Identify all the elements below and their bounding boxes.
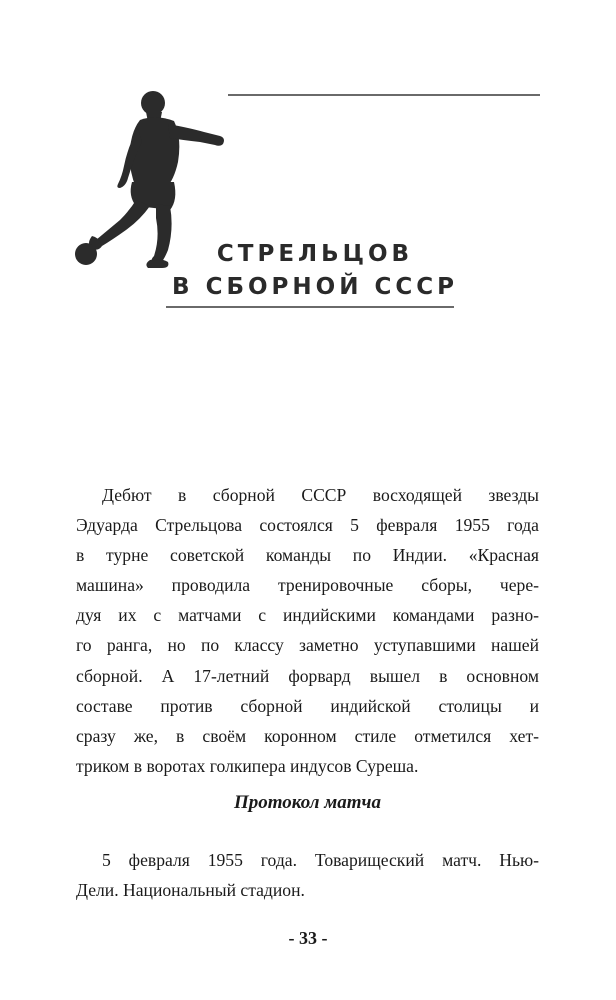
body-line: сразу же, в своём коронном стиле отметился хет- bbox=[76, 725, 539, 746]
header-rule-top bbox=[228, 94, 540, 96]
chapter-title-line-2: В СБОРНОЙ СССР bbox=[172, 274, 458, 300]
body-line: в турне советской команды по Индии. «Красная bbox=[76, 545, 539, 566]
protocol-line: 5 февраля 1955 года. Товарищеский матч. Нью- bbox=[102, 850, 539, 870]
body-line: машина» проводила тренировочные сборы, чере- bbox=[76, 575, 539, 596]
protocol-line: Дели. Национальный стадион. bbox=[76, 880, 305, 901]
body-line: составе против сборной индийской столицы и bbox=[76, 695, 539, 716]
body-line: го ранга, но по классу заметно уступавшими нашей bbox=[76, 635, 539, 656]
header-rule-bottom bbox=[166, 306, 454, 308]
body-line: сборной. А 17-летний форвард вышел в основном bbox=[76, 665, 539, 686]
body-line: Дебют в сборной СССР восходящей звезды bbox=[102, 485, 539, 505]
chapter-title bbox=[150, 238, 480, 304]
body-line: Эдуарда Стрельцова состоялся 5 февраля 1955 года bbox=[76, 515, 539, 536]
protocol-heading: Протокол матча bbox=[233, 792, 381, 813]
protocol-paragraph bbox=[76, 845, 539, 905]
body-line: триком в воротах голкипера индусов Суреша. bbox=[76, 755, 419, 776]
chapter-title-line-1: СТРЕЛЬЦОВ bbox=[216, 241, 414, 267]
page-number: - 33 - bbox=[288, 928, 328, 948]
body-paragraph bbox=[76, 480, 539, 781]
body-line: дуя их с матчами с индийскими командами разно- bbox=[76, 605, 539, 626]
